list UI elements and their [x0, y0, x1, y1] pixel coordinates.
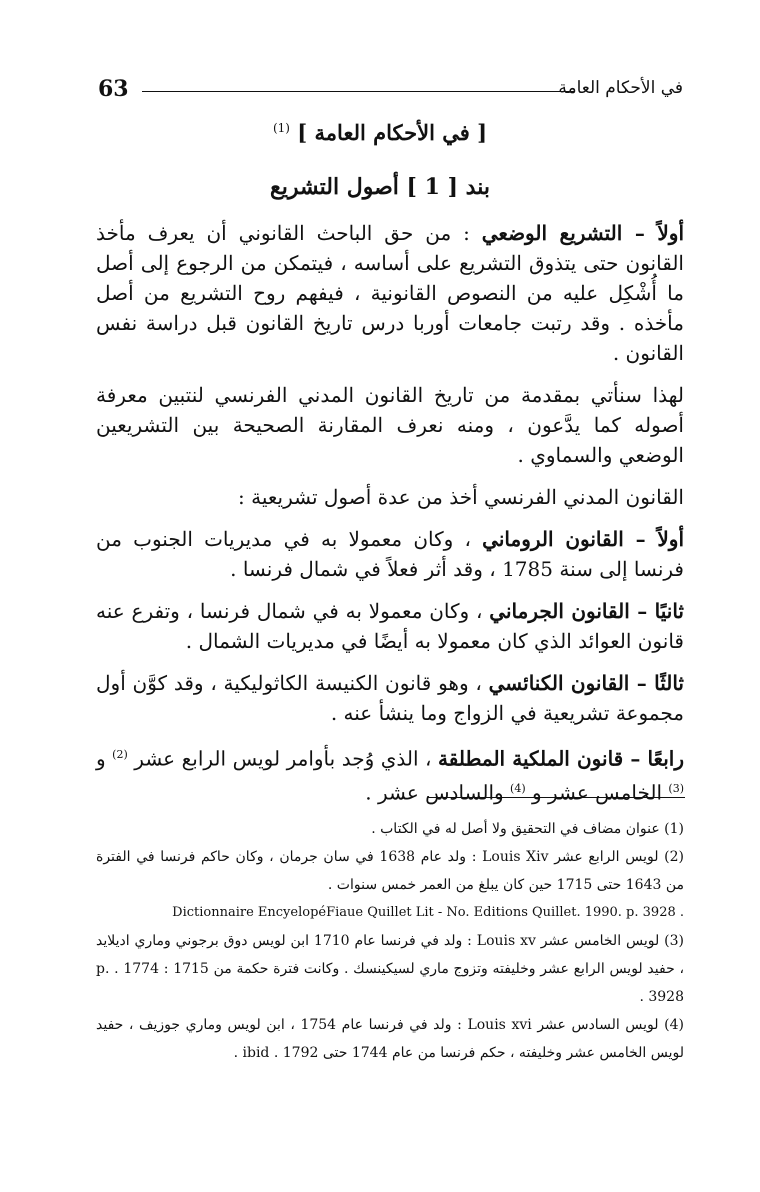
section-title	[0, 120, 760, 145]
footnote-rule	[427, 797, 685, 798]
paragraph-4-text: ، وكان معمولا به في مديريات الجنوب من فرنسا إلى سنة 1785 ، وقد أثر فعلاً في شمال فرنسا .	[96, 527, 684, 581]
paragraph-7-text-b: و	[96, 746, 113, 771]
paragraph-1-lead: أولاً – التشريع الوضعي	[481, 221, 684, 245]
footnote-1: (1) عنوان مضاف في التحقيق ولا أصل له في الكتاب .	[371, 821, 684, 837]
paragraph-5-text: ، وكان معمولا به في شمال فرنسا ، وتفرع عنه قانون العوائد الذي كان معمولا به أيضًا في مديريات الشمال .	[96, 599, 684, 653]
body-text	[96, 218, 684, 819]
paragraph-6-text: ، وهو قانون الكنيسة الكاثوليكية ، وقد كوَّن أول مجموعة تشريعية في الزواج وما ينشأ عنه .	[96, 671, 684, 725]
footnote-ref-2: (2)	[112, 748, 128, 761]
paragraph-5-lead: ثانيًا – القانون الجرماني	[489, 599, 684, 623]
paragraph-3	[96, 482, 684, 512]
paragraph-1-text: : من حق الباحث القانوني أن يعرف مأخذ القانون حتى يتذوق التشريع على أساسه ، فيتمكن من الرجوع إلى أصل ما أُشْكِل عليه من النصوص القانونية ، فيفهم روح التشريع من أصل مأخذه . وقد رتبت جامعات أوربا درس تاريخ القانون قبل دراسة نفس القانون .	[96, 221, 684, 365]
paragraph-1	[96, 218, 684, 368]
footnote-4: (4) لويس السادس عشر Louis xvi : ولد في فرنسا عام 1754 ، ابن لويس وماري جوزيف ، حفيد لويس الخامس عشر وخليفته ، حكم فرنسا من عام 1744 حتى 1792 . ibid .	[96, 1017, 684, 1061]
footnotes	[96, 815, 684, 1067]
footnote-3: (3) لويس الخامس عشر Louis xv : ولد في فرنسا عام 1710 ابن لويس دوق برجوني وماري اديلايد ، حفيد لويس الرابع عشر وخليفته وتزوج ماري لسيكينسك . وكانت فترة حكمة من 1715 : 1774 . p. 3928 .	[96, 933, 684, 1005]
running-header	[98, 72, 683, 106]
paragraph-7-text-a: ، الذي وُجد بأوامر لويس الرابع عشر	[127, 746, 439, 771]
paragraph-7-text-d: والسادس عشر .	[365, 780, 511, 805]
footnote-2: (2) لويس الرابع عشر Louis Xiv : ولد عام 1638 في سان جرمان ، وكان حاكم فرنسا في الفترة من 1643 حتى 1715 حين كان يبلغ من العمر خمس سنوات .	[96, 849, 684, 893]
footnote-ref-3: (3)	[668, 781, 684, 795]
paragraph-3-text: القانون المدني الفرنسي أخذ من عدة أصول تشريعية :	[238, 485, 684, 509]
clause-title: بند [ 1 ] أصول التشريع	[270, 174, 490, 200]
footnote-2-source: Dictionnaire EncyelopéFiaue Quillet Lit - No. Editions Quillet. 1990. p. 3928 .	[172, 905, 684, 920]
page-number: 63	[98, 76, 129, 102]
paragraph-2-text: لهذا سنأتي بمقدمة من تاريخ القانون المدني الفرنسي لنتبين معرفة أصوله كما يدَّعون ، ومنه نعرف المقارنة الصحيحة بين التشريعين الوضعي والسماوي .	[96, 383, 684, 467]
section-title-note-ref: (1)	[272, 121, 290, 135]
section-title-text: [ في الأحكام العامة ]	[297, 120, 488, 145]
paragraph-6-lead: ثالثًا – القانون الكنائسي	[488, 671, 684, 695]
paragraph-6	[96, 668, 684, 728]
header-rule	[142, 91, 574, 92]
running-title: في الأحكام العامة	[558, 78, 683, 98]
paragraph-7-lead: رابعًا – قانون الملكية المطلقة	[438, 746, 684, 771]
paragraph-5	[96, 596, 684, 656]
paragraph-4-lead: أولاً – القانون الروماني	[482, 527, 685, 551]
paragraph-2	[96, 380, 684, 470]
paragraph-4	[96, 524, 684, 584]
paragraph-7-text-c: الخامس عشر و	[525, 780, 669, 805]
footnote-ref-4: (4)	[510, 781, 526, 795]
